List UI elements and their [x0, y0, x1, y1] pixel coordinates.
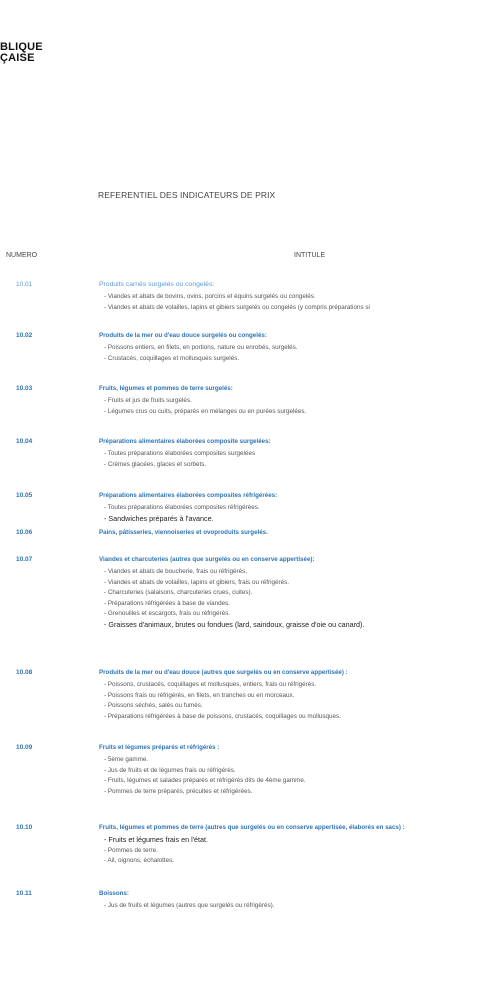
- entry-item: - Pommes de terre préparés, précuites et réfrigérées.: [104, 787, 253, 795]
- entry-number: 10.10: [16, 824, 33, 831]
- entry-10-06: [0, 529, 500, 556]
- entry-10-01: [0, 281, 500, 332]
- entry-number: 10.09: [16, 744, 33, 751]
- entry-item: - Sandwiches préparés à l'avance.: [104, 513, 214, 523]
- entry-item: - Fruits et légumes frais en l'état.: [104, 835, 209, 844]
- entry-10-09: [0, 744, 500, 824]
- entry-title: Boissons:: [99, 890, 129, 897]
- entry-number: 10.05: [16, 492, 33, 499]
- entry-number: 10.03: [16, 385, 33, 392]
- entry-item: - Charcuteries (salaisons, charcuteries crues, cuites).: [104, 589, 253, 596]
- entry-item: - Viandes et abats de bovins, ovins, porcins et équins surgelés ou congelés.: [104, 293, 316, 300]
- entry-number: 10.04: [16, 438, 33, 445]
- entry-item: - Préparations réfrigérées à base de viandes.: [104, 599, 231, 607]
- entry-title: Produits de la mer ou d'eau douce surgelés ou congelés:: [99, 332, 267, 339]
- entry-10-03: [0, 385, 500, 438]
- entry-item: - Ail, oignons, échalottes.: [104, 857, 175, 864]
- entry-item: - Poissons entiers, en filets, en portions, nature ou enrobés, surgelés.: [104, 344, 298, 351]
- column-header-numero: NUMERO: [6, 252, 38, 259]
- entry-title: Produits carnés surgelés ou congelés:: [99, 281, 215, 288]
- entry-item: - Légumes crus ou cuits, préparés en mélanges ou en purées surgelées.: [104, 407, 307, 415]
- entry-item: - Toutes préparations élaborées composites surgelées: [104, 450, 256, 457]
- entry-title: Préparations alimentaires élaborées composite surgelées:: [99, 438, 271, 445]
- entry-title: Préparations alimentaires élaborées composites réfrigérées:: [99, 492, 278, 499]
- entry-number: 10.08: [16, 669, 33, 676]
- entry-number: 10.11: [16, 890, 32, 897]
- entry-item: - Poissons, crustacés, coquillages et mollusques, entiers, frais ou réfrigérés.: [104, 681, 317, 688]
- entry-number: 10.02: [16, 332, 33, 339]
- entry-10-04: [0, 438, 500, 492]
- entry-title: Viandes et charcuteries (autres que surgelés ou en conserve appertisée):: [99, 556, 315, 563]
- entry-item: - Fruits et jus de fruits surgelés.: [104, 397, 192, 404]
- entry-number: 10.07: [16, 556, 33, 563]
- entry-item: - Poissons séchés, salés ou fumés.: [104, 702, 203, 709]
- entry-10-10: [0, 824, 500, 890]
- entry-item: - Grenouilles et escargots, frais ou réfrigérés.: [104, 610, 230, 617]
- entry-item: - Préparations réfrigérées à base de poissons, crustacés, coquillages ou mollusques.: [104, 712, 341, 720]
- entry-item: - Crèmes glacées, glaces et sorbets.: [104, 460, 207, 468]
- entry-10-02: [0, 332, 500, 385]
- entry-item: - Poissons frais ou réfrigérés, en filets, en tranches ou en morceaux.: [104, 691, 295, 699]
- entry-item: - Crustacés, coquillages et mollusques surgelés.: [104, 354, 240, 362]
- entry-title: Fruits, légumes et pommes de terre surgelés:: [99, 385, 233, 392]
- entry-10-05: [0, 492, 500, 529]
- entry-10-11: [0, 890, 500, 920]
- column-header-intitule: INTITULE: [294, 252, 326, 259]
- entry-number: 10.06: [16, 529, 33, 536]
- entry-10-07: [0, 556, 500, 669]
- entry-item: - Viandes et abats de boucherie, frais ou réfrigérés.: [104, 568, 248, 575]
- entry-item: - Toutes préparations élaborées composites réfrigérées.: [104, 504, 260, 511]
- entry-title: Produits de la mer ou d'eau douce (autres que surgelés ou en conserve appertisée) :: [99, 669, 348, 676]
- entry-item: - Pommes de terre.: [104, 846, 158, 854]
- entry-item: - 5ème gamme.: [104, 756, 149, 763]
- entry-item: - Fruits, légumes et salades préparés et réfrigérés dits de 4ème gamme.: [104, 777, 306, 784]
- entry-title: Fruits, légumes et pommes de terre (autres que surgelés ou en conserve appertisée, élaborés en sacs) :: [99, 824, 405, 831]
- entry-item: - Viandes et abats de volailles, lapins et gibiers, frais ou réfrigérés.: [104, 578, 290, 586]
- entry-item: - Viandes et abats de volailles, lapins et gibiers surgelés ou congelés (y compris préparations si: [104, 303, 370, 311]
- entry-item: - Jus de fruits et de légumes frais ou réfrigérés.: [104, 766, 236, 774]
- document-title: REFERENTIEL DES INDICATEURS DE PRIX: [98, 190, 276, 200]
- logo-line-2: ÇAISE: [0, 52, 35, 64]
- entry-item: - Jus de fruits et légumes (autres que surgelés ou réfrigérés).: [104, 902, 275, 909]
- entry-title: Fruits et légumes préparés et réfrigérés :: [99, 744, 220, 751]
- logo: [0, 42, 43, 64]
- entry-item: - Graisses d'animaux, brutes ou fondues (lard, saindoux, graisse d'oie ou canard).: [104, 619, 365, 629]
- indicator-list: [0, 281, 500, 920]
- entry-10-08: [0, 669, 500, 744]
- entry-number: 10.01: [16, 281, 33, 288]
- logo-line-1: BLIQUE: [0, 41, 43, 53]
- entry-title: Pains, pâtisseries, viennoiseries et ovoproduits surgelés.: [99, 529, 268, 536]
